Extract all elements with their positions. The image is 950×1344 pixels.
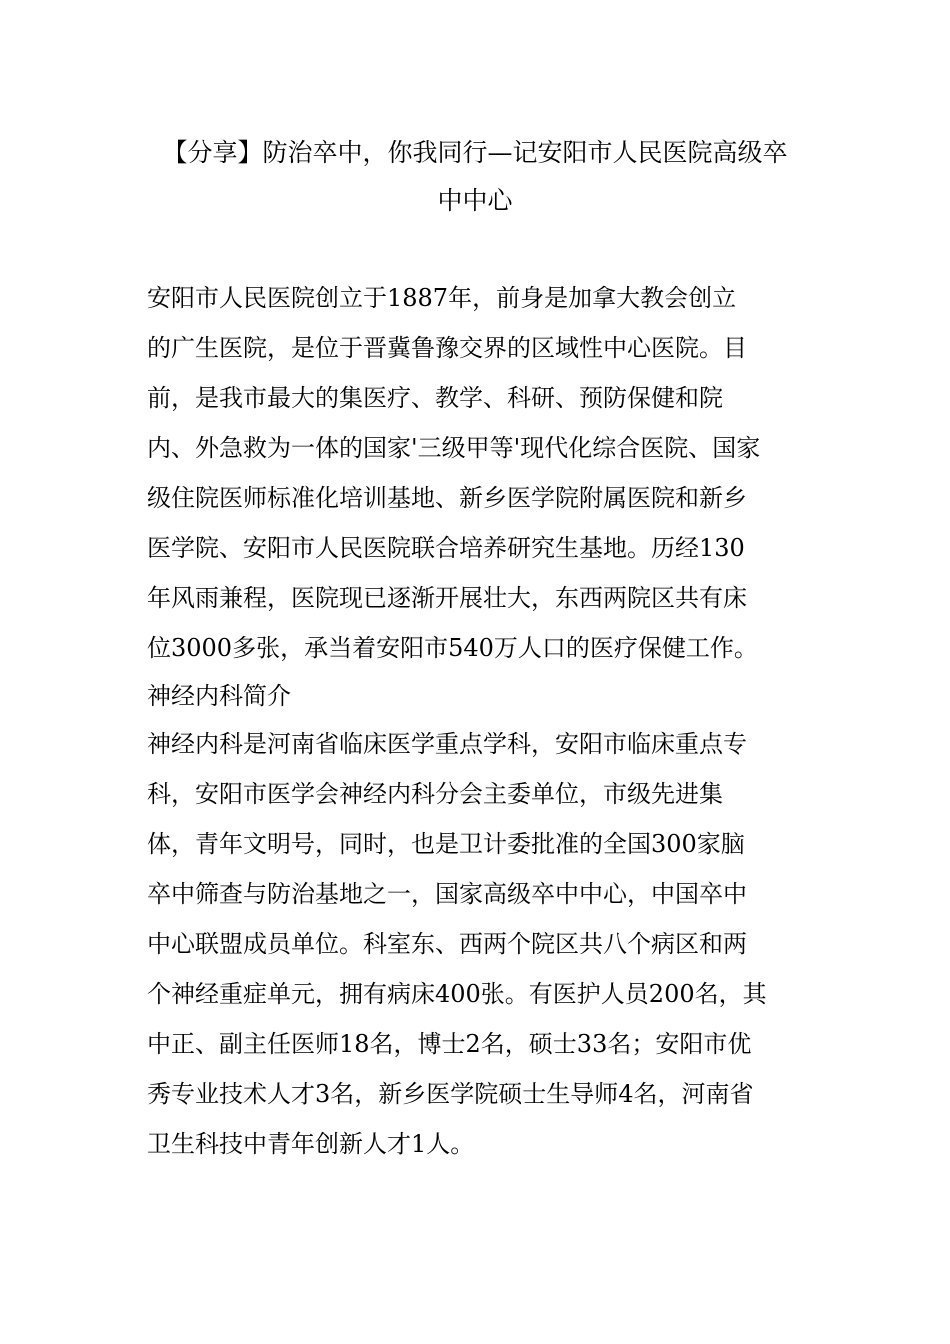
neuro-line: 神经内科是河南省临床医学重点学科，安阳市临床重点专 (147, 730, 747, 758)
intro-line: 的广生医院，是位于晋冀鲁豫交界的区域性中心医院。目 (147, 334, 747, 362)
intro-line: 内、外急救为一体的国家'三级甲等'现代化综合医院、国家 (147, 434, 761, 462)
intro-line: 医学院、安阳市人民医院联合培养研究生基地。历经130 (147, 534, 745, 562)
neuro-line: 科，安阳市医学会神经内科分会主委单位，市级先进集 (147, 780, 723, 808)
intro-line: 年风雨兼程，医院现已逐渐开展壮大，东西两院区共有床 (147, 584, 747, 612)
section-heading: 神经内科简介 (147, 682, 291, 710)
document-body (147, 273, 827, 1169)
intro-line: 级住院医师标准化培训基地、新乡医学院附属医院和新乡 (147, 484, 747, 512)
neuro-line: 卒中筛查与防治基地之一，国家高级卒中中心，中国卒中 (147, 880, 747, 908)
neuro-line: 秀专业技术人才3名，新乡医学院硕士生导师4名，河南省 (147, 1080, 754, 1108)
neuro-line: 个神经重症单元，拥有病床400张。有医护人员200名，其 (147, 980, 767, 1008)
neuro-line: 卫生科技中青年创新人才1人。 (147, 1130, 475, 1158)
neuro-paragraph (147, 719, 827, 1169)
intro-line: 位3000多张，承当着安阳市540万人口的医疗保健工作。 (147, 634, 758, 662)
neuro-line: 中正、副主任医师18名，博士2名，硕士33名；安阳市优 (147, 1030, 752, 1058)
title-line-1: 【分享】防治卒中，你我同行—记安阳市人民医院高级卒 (162, 138, 788, 167)
intro-line: 前，是我市最大的集医疗、教学、科研、预防保健和院 (147, 384, 723, 412)
title-line-2: 中中心 (437, 186, 513, 215)
intro-line: 安阳市人民医院创立于1887年，前身是加拿大教会创立 (147, 284, 737, 312)
neuro-line: 中心联盟成员单位。科室东、西两个院区共八个病区和两 (147, 930, 747, 958)
intro-paragraph (147, 273, 827, 673)
document-title (140, 128, 810, 178)
neuro-line: 体，青年文明号，同时，也是卫计委批准的全国300家脑 (147, 830, 745, 858)
document-title-continued (140, 176, 810, 226)
